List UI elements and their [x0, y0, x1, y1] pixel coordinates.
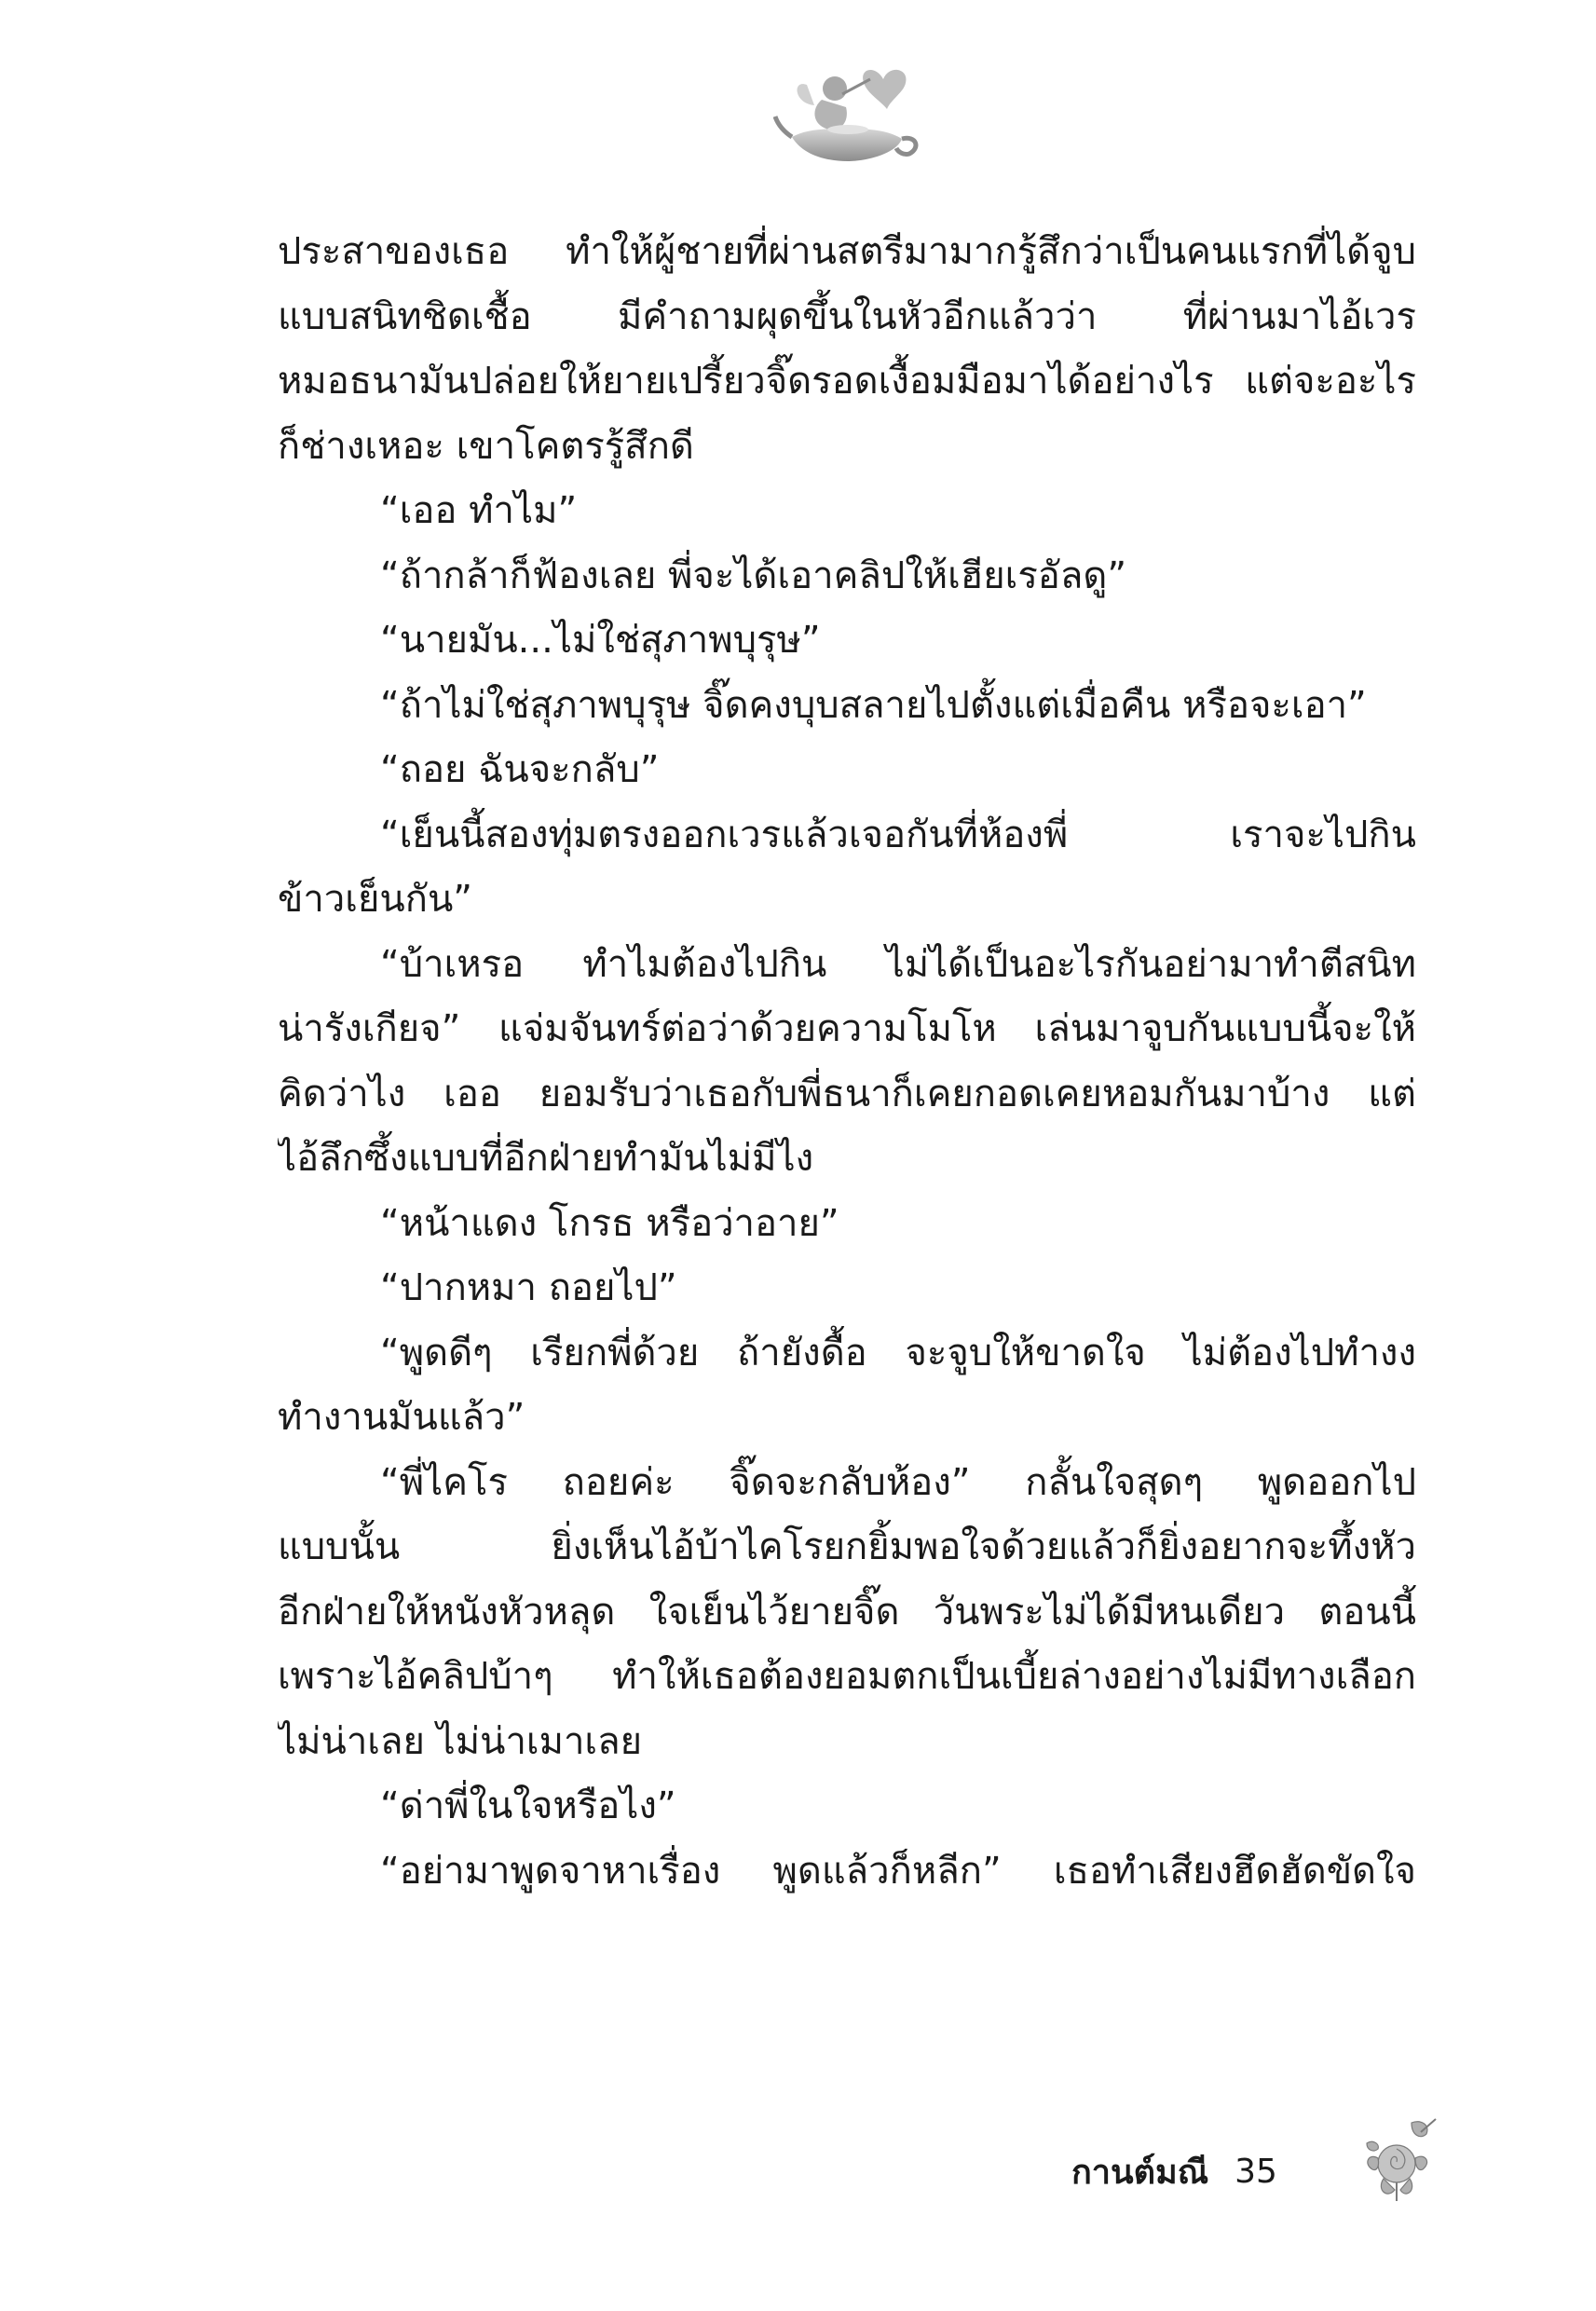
- book-title: กานต์มณี: [1071, 2153, 1209, 2192]
- text-line: “นายมัน...ไม่ใช่สุภาพบุรุษ”: [380, 619, 821, 662]
- text-line: แบบนั้น ยิ่งเห็นไอ้บ้าไคโรยกยิ้มพอใจด้วยแล้วก็ยิ่งอยากจะทึ้งหัว: [278, 1525, 1416, 1568]
- text-line: น่ารังเกียจ” แจ่มจันทร์ต่อว่าด้วยความโมโห เล่นมาจูบกันแบบนี้จะให้: [278, 1007, 1416, 1050]
- text-line: ไม่น่าเลย ไม่น่าเมาเลย: [278, 1719, 643, 1763]
- text-line: ทำงานมันแล้ว”: [278, 1396, 525, 1439]
- text-line: หมอธนามันปล่อยให้ยายเปรี้ยวจิ๊ดรอดเงื้อมมือมาได้อย่างไร แต่จะอะไร: [278, 360, 1416, 403]
- text-line: “ปากหมา ถอยไป”: [380, 1266, 677, 1309]
- text-line: อีกฝ่ายให้หนังหัวหลุด ใจเย็นไว้ยายจิ๊ด วันพระไม่ได้มีหนเดียว ตอนนี้: [278, 1590, 1416, 1634]
- body-text: [278, 220, 1416, 1904]
- text-line: เพราะไอ้คลิปบ้าๆ ทำให้เธอต้องยอมตกเป็นเบี้ยล่างอย่างไม่มีทางเลือก: [278, 1655, 1416, 1698]
- text-line: ไอ้ลึกซึ้งแบบที่อีกฝ่ายทำมันไม่มีไง: [278, 1137, 814, 1180]
- flower-ornament-icon: [1356, 2115, 1439, 2204]
- text-line: “อย่ามาพูดจาหาเรื่อง พูดแล้วก็หลีก” เธอทำเสียงฮึดฮัดขัดใจ: [380, 1849, 1416, 1893]
- text-line: “พูดดีๆ เรียกพี่ด้วย ถ้ายังดื้อ จะจูบให้ขาดใจ ไม่ต้องไปทำงง: [380, 1331, 1416, 1374]
- cupid-teapot-icon: [773, 51, 922, 168]
- page-footer: [1071, 2143, 1277, 2199]
- text-line: “บ้าเหรอ ทำไมต้องไปกิน ไม่ได้เป็นอะไรกันอย่ามาทำตีสนิท: [380, 942, 1416, 986]
- text-line: ข้าวเย็นกัน”: [278, 878, 473, 921]
- text-line: “ถ้าไม่ใช่สุภาพบุรุษ จิ๊ดคงบุบสลายไปตั้งแต่เมื่อคืน หรือจะเอา”: [380, 683, 1367, 727]
- text-line: “หน้าแดง โกรธ หรือว่าอาย”: [380, 1201, 839, 1245]
- text-line: “เออ ทำไม”: [380, 489, 578, 532]
- text-line: ประสาของเธอ ทำให้ผู้ชายที่ผ่านสตรีมามากรู้สึกว่าเป็นคนแรกที่ได้จูบ: [278, 230, 1416, 273]
- text-line: คิดว่าไง เออ ยอมรับว่าเธอกับพี่ธนาก็เคยกอดเคยหอมกันมาบ้าง แต่: [278, 1072, 1416, 1115]
- text-line: “เย็นนี้สองทุ่มตรงออกเวรแล้วเจอกันที่ห้องพี่ เราจะไปกิน: [380, 813, 1416, 856]
- text-line: “ถ้ากล้าก็ฟ้องเลย พี่จะได้เอาคลิปให้เฮียเรอัลดู”: [380, 554, 1127, 597]
- text-line: แบบสนิทชิดเชื้อ มีคำถามผุดขึ้นในหัวอีกแล้วว่า ที่ผ่านมาไอ้เวร: [278, 294, 1416, 338]
- text-line: “พี่ไคโร ถอยค่ะ จิ๊ดจะกลับห้อง” กลั้นใจสุดๆ พูดออกไป: [380, 1460, 1416, 1504]
- page-number: 35: [1235, 2152, 1277, 2191]
- text-line: “ถอย ฉันจะกลับ”: [380, 748, 660, 791]
- text-line: ก็ช่างเหอะ เขาโคตรรู้สึกดี: [278, 424, 694, 468]
- text-line: “ด่าพี่ในใจหรือไง”: [380, 1785, 676, 1827]
